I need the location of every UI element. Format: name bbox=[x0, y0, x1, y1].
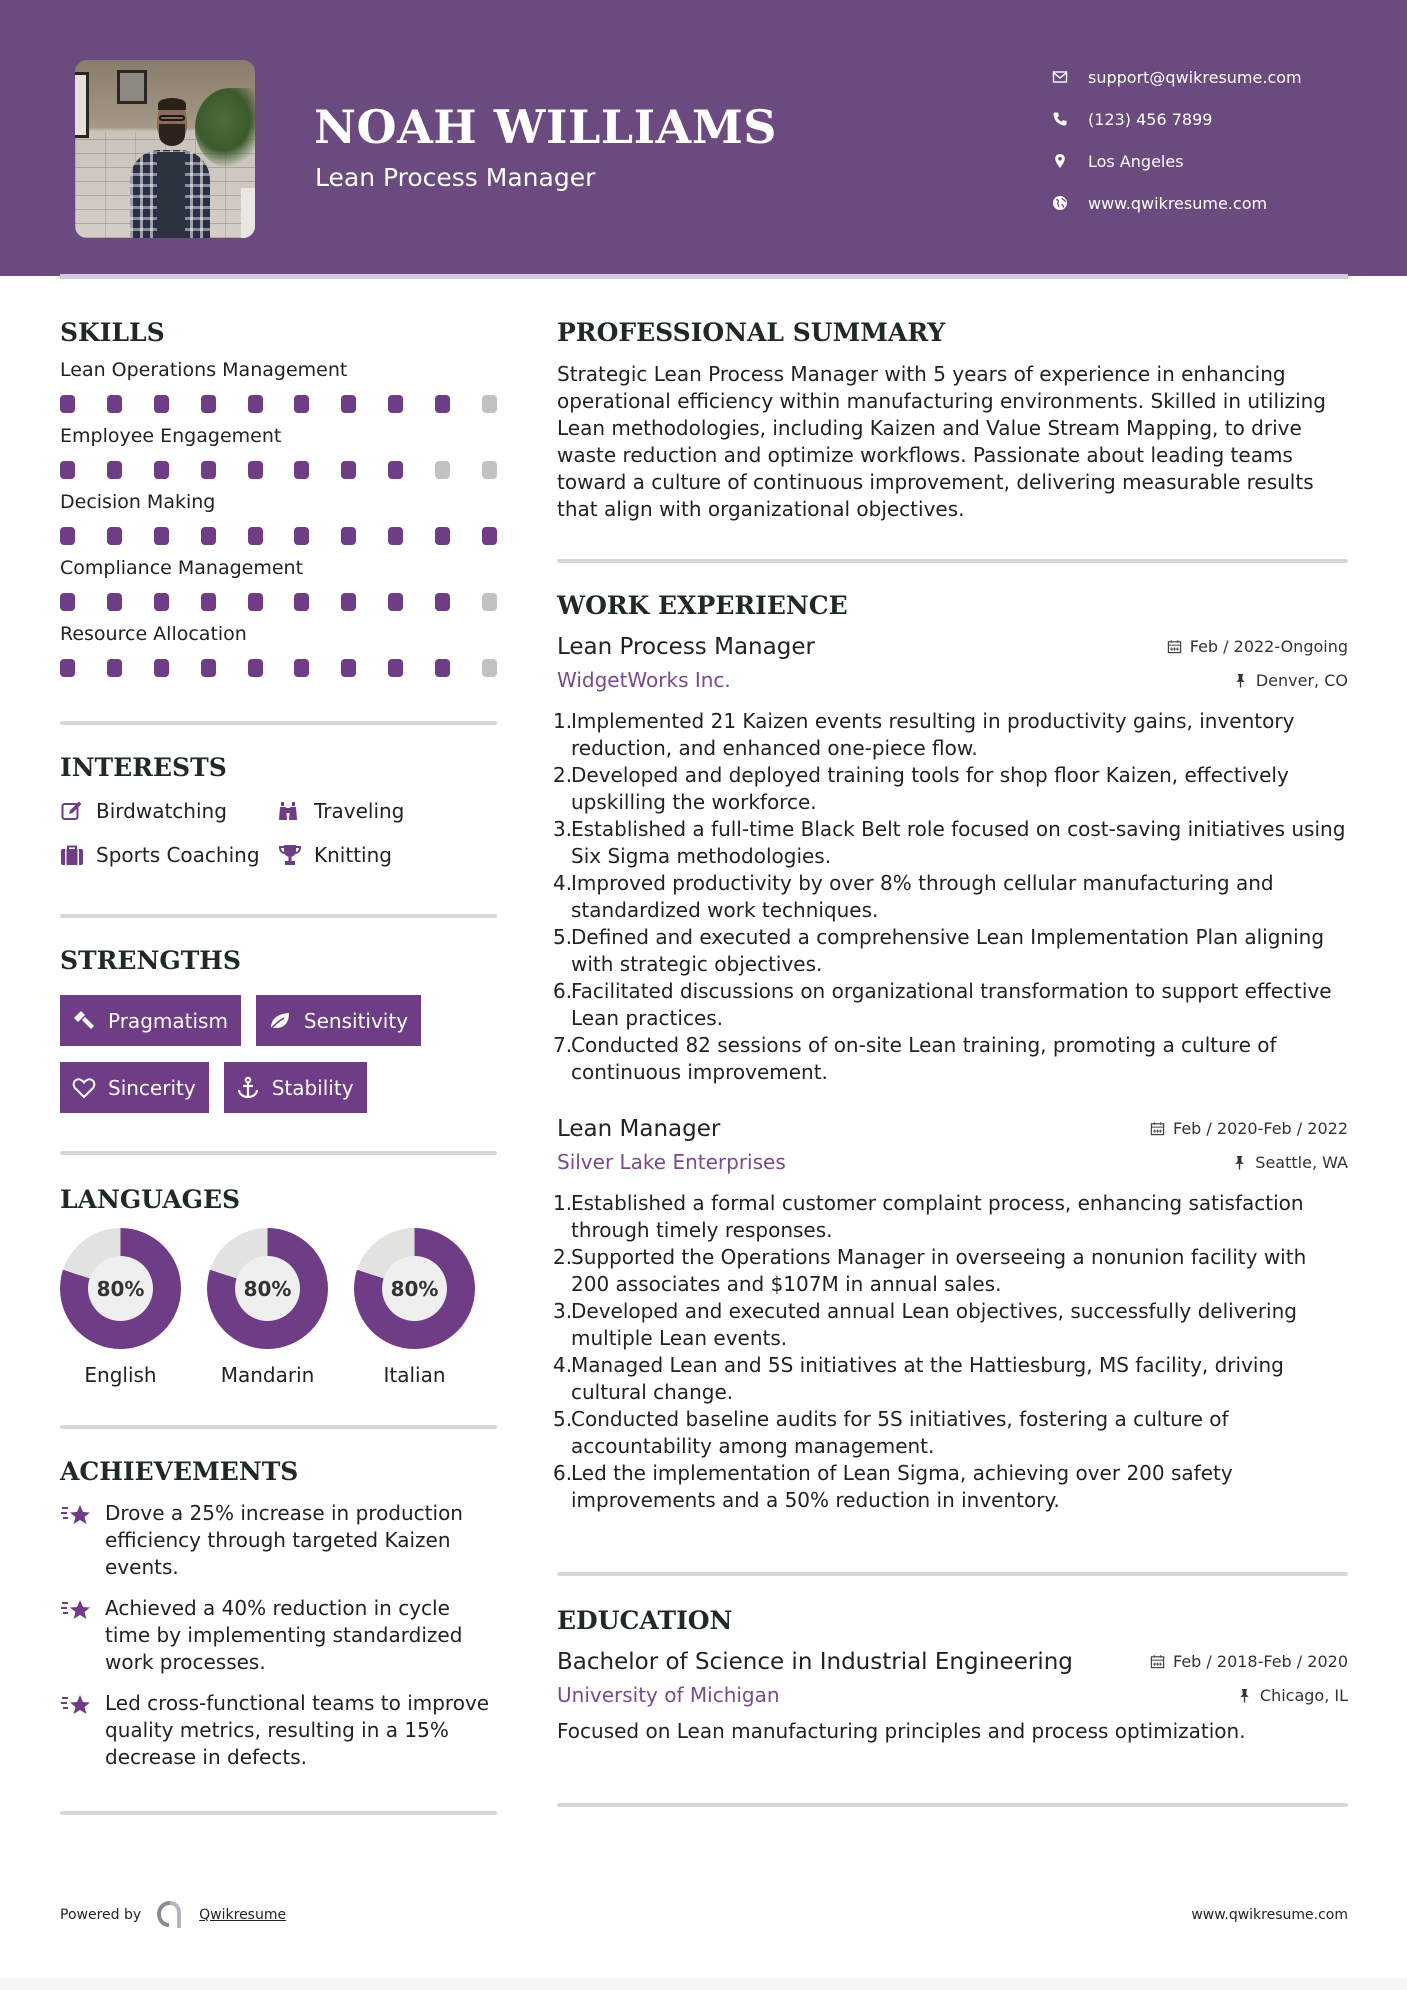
pushpin-icon bbox=[1232, 1155, 1247, 1170]
strength-chip bbox=[256, 995, 421, 1046]
education-section bbox=[557, 1606, 1348, 1743]
language-name: Mandarin bbox=[220, 1363, 315, 1387]
rating-dot-filled bbox=[482, 527, 497, 545]
summary-section bbox=[557, 318, 1348, 523]
job-bullet: 5. Conducted baseline audits for 5S initiatives, fostering a culture of accountability among management. bbox=[553, 1407, 1229, 1458]
pushpin-icon bbox=[1233, 673, 1248, 688]
rating-dot-filled bbox=[107, 659, 122, 677]
skills-section bbox=[60, 318, 497, 677]
skill-rating bbox=[60, 659, 497, 677]
job-bullet: 4. Improved productivity by over 8% through cellular manufacturing and standardized work techniques. bbox=[553, 871, 1274, 922]
job-location-text: Seattle, WA bbox=[1255, 1152, 1348, 1172]
contact-phone-text: (123) 456 7899 bbox=[1088, 109, 1213, 129]
skill-item bbox=[60, 423, 497, 479]
rating-dot-filled bbox=[201, 593, 216, 611]
section-divider bbox=[557, 559, 1348, 563]
globe-icon bbox=[1050, 195, 1088, 211]
job-title: Lean Manager bbox=[557, 1116, 721, 1142]
rating-dot-filled bbox=[60, 461, 75, 479]
anchor-icon bbox=[236, 1076, 272, 1100]
achievement-item bbox=[60, 1690, 497, 1771]
company-name: WidgetWorks Inc. bbox=[557, 668, 731, 692]
strength-chip bbox=[60, 1062, 209, 1113]
rating-dot-filled bbox=[294, 659, 309, 677]
contact-email-text: support@qwikresume.com bbox=[1088, 67, 1302, 87]
left-column bbox=[60, 318, 497, 1815]
section-divider bbox=[60, 914, 497, 918]
shooting-star-icon bbox=[60, 1690, 105, 1771]
leaf-icon bbox=[268, 1009, 304, 1033]
rating-dot-empty bbox=[482, 395, 497, 413]
strength-label: Pragmatism bbox=[108, 1008, 228, 1033]
education-location bbox=[1237, 1686, 1348, 1705]
interest-label: Knitting bbox=[314, 843, 392, 867]
pushpin-icon bbox=[1237, 1688, 1252, 1703]
qwikresume-logo-icon bbox=[155, 1900, 185, 1930]
language-item bbox=[354, 1228, 475, 1387]
rating-dot-empty bbox=[482, 593, 497, 611]
rating-dot-filled bbox=[294, 461, 309, 479]
language-percent: 80% bbox=[382, 1256, 447, 1321]
candidate-title: Lean Process Manager bbox=[315, 163, 596, 192]
rating-dot-filled bbox=[107, 461, 122, 479]
skill-name: Decision Making bbox=[60, 491, 216, 513]
skill-name: Employee Engagement bbox=[60, 425, 282, 447]
rating-dot-empty bbox=[482, 659, 497, 677]
language-name: Italian bbox=[383, 1363, 446, 1387]
shooting-star-icon bbox=[60, 1595, 105, 1676]
rating-dot-filled bbox=[388, 461, 403, 479]
achievements-section bbox=[60, 1457, 497, 1771]
languages-heading: LANGUAGES bbox=[60, 1185, 241, 1214]
job-bullet: 1. Implemented 21 Kaizen events resulting in productivity gains, inventory reduction, and enhanced one-piece flow. bbox=[553, 709, 1295, 760]
section-divider bbox=[60, 1151, 497, 1155]
job-bullet: 5. Defined and executed a comprehensive Lean Implementation Plan aligning with strategic objectives. bbox=[553, 925, 1325, 976]
rating-dot-filled bbox=[341, 461, 356, 479]
strengths-section bbox=[60, 946, 497, 1113]
rating-dot-filled bbox=[201, 461, 216, 479]
binoculars-icon bbox=[278, 799, 314, 823]
section-divider bbox=[60, 1425, 497, 1429]
rating-dot-filled bbox=[107, 527, 122, 545]
skill-rating bbox=[60, 593, 497, 611]
rating-dot-filled bbox=[388, 593, 403, 611]
heart-icon bbox=[72, 1076, 108, 1100]
rating-dot-filled bbox=[60, 527, 75, 545]
rating-dot-filled bbox=[294, 527, 309, 545]
job-date bbox=[1150, 1119, 1348, 1138]
interest-label: Sports Coaching bbox=[96, 843, 260, 867]
contact-location bbox=[1050, 140, 1302, 182]
job-bullet: 6. Led the implementation of Lean Sigma, achieving over 200 safety improvements and a 50% reduction in inventory. bbox=[553, 1461, 1233, 1512]
calendar-icon bbox=[1150, 1654, 1165, 1669]
languages-section bbox=[60, 1185, 497, 1387]
strength-chip bbox=[224, 1062, 367, 1113]
skills-heading: SKILLS bbox=[60, 318, 165, 347]
section-divider bbox=[60, 721, 497, 725]
rating-dot-filled bbox=[60, 659, 75, 677]
phone-icon bbox=[1050, 111, 1088, 127]
trophy-icon bbox=[278, 843, 314, 867]
strength-label: Sincerity bbox=[108, 1075, 196, 1100]
rating-dot-filled bbox=[107, 395, 122, 413]
achievement-item bbox=[60, 1500, 497, 1581]
footer bbox=[60, 1900, 1348, 1930]
interests-section bbox=[60, 753, 497, 870]
language-proficiency-ring bbox=[354, 1228, 475, 1349]
rating-dot-filled bbox=[60, 395, 75, 413]
language-proficiency-ring bbox=[207, 1228, 328, 1349]
interest-item bbox=[278, 796, 497, 826]
rating-dot-filled bbox=[201, 527, 216, 545]
rating-dot-filled bbox=[248, 461, 263, 479]
map-marker-icon bbox=[1050, 153, 1088, 169]
job-bullet: 1. Established a formal customer complaint process, enhancing satisfaction through timely responses. bbox=[553, 1191, 1304, 1242]
rating-dot-filled bbox=[248, 395, 263, 413]
language-percent: 80% bbox=[88, 1256, 153, 1321]
job-bullet: 4. Managed Lean and 5S initiatives at the Hattiesburg, MS facility, driving cultural change. bbox=[553, 1353, 1284, 1404]
rating-dot-filled bbox=[154, 659, 169, 677]
skill-rating bbox=[60, 461, 497, 479]
skill-item bbox=[60, 357, 497, 413]
rating-dot-filled bbox=[201, 659, 216, 677]
job-bullet: 3. Developed and executed annual Lean objectives, successfully delivering multiple Lean events. bbox=[553, 1299, 1297, 1350]
job-entry bbox=[553, 1116, 1348, 1514]
contact-website[interactable] bbox=[1050, 182, 1302, 224]
degree-title: Bachelor of Science in Industrial Engineering bbox=[557, 1649, 1073, 1675]
job-bullet: 7. Conducted 82 sessions of on-site Lean training, promoting a culture of continuous improvement. bbox=[553, 1033, 1277, 1084]
education-description: Focused on Lean manufacturing principles and process optimization. bbox=[557, 1719, 1246, 1743]
rating-dot-filled bbox=[341, 593, 356, 611]
header-divider bbox=[60, 274, 1348, 279]
strengths-heading: STRENGTHS bbox=[60, 946, 241, 975]
achievement-item bbox=[60, 1595, 497, 1676]
company-name: Silver Lake Enterprises bbox=[557, 1150, 786, 1174]
skill-rating bbox=[60, 395, 497, 413]
job-location bbox=[1232, 1153, 1348, 1172]
powered-by-label: Powered by bbox=[60, 1907, 142, 1923]
rating-dot-filled bbox=[435, 527, 450, 545]
page-bottom-edge bbox=[0, 1978, 1407, 1990]
shooting-star-icon bbox=[60, 1500, 105, 1581]
profile-photo bbox=[75, 60, 255, 238]
calendar-icon bbox=[1150, 1121, 1165, 1136]
rating-dot-filled bbox=[388, 527, 403, 545]
section-divider bbox=[60, 1811, 497, 1815]
candidate-name: NOAH WILLIAMS bbox=[314, 100, 777, 154]
rating-dot-filled bbox=[435, 395, 450, 413]
skill-item bbox=[60, 489, 497, 545]
strength-chip bbox=[60, 995, 241, 1046]
rating-dot-filled bbox=[248, 593, 263, 611]
rating-dot-filled bbox=[154, 593, 169, 611]
rating-dot-filled bbox=[341, 659, 356, 677]
job-bullet: 3. Established a full-time Black Belt role focused on cost-saving initiatives using Six Sigma methodologies. bbox=[553, 817, 1346, 868]
contact-website-text: www.qwikresume.com bbox=[1088, 193, 1268, 213]
skill-name: Compliance Management bbox=[60, 557, 304, 579]
rating-dot-filled bbox=[248, 659, 263, 677]
rating-dot-filled bbox=[201, 395, 216, 413]
rating-dot-filled bbox=[154, 461, 169, 479]
job-bullet: 2. Developed and deployed training tools for shop floor Kaizen, effectively upskilling the workforce. bbox=[553, 763, 1289, 814]
interest-item bbox=[60, 796, 278, 826]
interest-label: Traveling bbox=[314, 799, 405, 823]
interest-item bbox=[60, 840, 278, 870]
job-bullet: 2. Supported the Operations Manager in overseeing a nonunion facility with 200 associates and $107M in annual sales. bbox=[553, 1245, 1307, 1296]
rating-dot-filled bbox=[60, 593, 75, 611]
education-heading: EDUCATION bbox=[557, 1606, 733, 1635]
rating-dot-filled bbox=[388, 395, 403, 413]
edit-icon bbox=[60, 799, 96, 823]
language-proficiency-ring bbox=[60, 1228, 181, 1349]
school-name: University of Michigan bbox=[557, 1683, 780, 1707]
skill-item bbox=[60, 555, 497, 611]
job-location-text: Denver, CO bbox=[1255, 670, 1348, 690]
job-date bbox=[1167, 637, 1348, 656]
rating-dot-filled bbox=[154, 527, 169, 545]
gavel-icon bbox=[72, 1009, 108, 1033]
rating-dot-filled bbox=[435, 659, 450, 677]
job-title: Lean Process Manager bbox=[557, 634, 815, 660]
interest-label: Birdwatching bbox=[96, 799, 227, 823]
language-name: English bbox=[84, 1363, 157, 1387]
right-column bbox=[553, 318, 1348, 1807]
rating-dot-filled bbox=[248, 527, 263, 545]
education-date-text: Feb / 2018-Feb / 2020 bbox=[1173, 1652, 1348, 1671]
job-entry bbox=[553, 634, 1348, 1086]
rating-dot-filled bbox=[154, 395, 169, 413]
language-item bbox=[60, 1228, 181, 1387]
achievement-text: Achieved a 40% reduction in cycle time by implementing standardized work processes. bbox=[105, 1596, 463, 1674]
experience-section bbox=[553, 591, 1348, 1514]
job-bullet-list bbox=[553, 708, 1348, 1086]
job-bullet-list bbox=[553, 1190, 1348, 1514]
rating-dot-filled bbox=[341, 527, 356, 545]
section-divider bbox=[557, 1572, 1348, 1576]
skill-rating bbox=[60, 527, 497, 545]
summary-text: Strategic Lean Process Manager with 5 years of experience in enhancing operational efficiency within manufacturing environments. Skilled in utilizing Lean methodologies, including Kaizen and Value Stream Mapping, to drive waste reduction and optimize workflows. Passionate about leading teams toward a culture of continuous improvement, delivering measurable results that align with organizational objectives. bbox=[557, 362, 1327, 521]
rating-dot-filled bbox=[435, 593, 450, 611]
rating-dot-empty bbox=[482, 461, 497, 479]
education-location-text: Chicago, IL bbox=[1259, 1685, 1348, 1705]
suitcase-icon bbox=[60, 843, 96, 867]
rating-dot-filled bbox=[294, 593, 309, 611]
contact-list bbox=[1050, 56, 1302, 224]
contact-location-text: Los Angeles bbox=[1088, 151, 1184, 171]
envelope-icon bbox=[1050, 69, 1088, 85]
contact-email[interactable] bbox=[1050, 56, 1302, 98]
rating-dot-filled bbox=[341, 395, 356, 413]
rating-dot-filled bbox=[388, 659, 403, 677]
job-date-text: Feb / 2022-Ongoing bbox=[1189, 637, 1348, 656]
strength-label: Sensitivity bbox=[303, 1008, 409, 1033]
summary-heading: PROFESSIONAL SUMMARY bbox=[557, 318, 946, 347]
rating-dot-filled bbox=[294, 395, 309, 413]
education-date bbox=[1150, 1652, 1348, 1671]
achievement-text: Led cross-functional teams to improve quality metrics, resulting in a 15% decrease in defects. bbox=[105, 1691, 490, 1769]
skill-item bbox=[60, 621, 497, 677]
achievement-text: Drove a 25% increase in production efficiency through targeted Kaizen events. bbox=[105, 1501, 463, 1579]
interests-heading: INTERESTS bbox=[60, 753, 227, 782]
language-item bbox=[207, 1228, 328, 1387]
skill-name: Lean Operations Management bbox=[60, 359, 348, 381]
job-date-text: Feb / 2020-Feb / 2022 bbox=[1173, 1119, 1348, 1138]
language-percent: 80% bbox=[235, 1256, 300, 1321]
interest-item bbox=[278, 840, 497, 870]
job-location bbox=[1233, 671, 1348, 690]
footer-website-link[interactable]: www.qwikresume.com bbox=[1191, 1907, 1348, 1923]
calendar-icon bbox=[1167, 639, 1182, 654]
strength-label: Stability bbox=[271, 1075, 354, 1100]
job-bullet: 6. Facilitated discussions on organizational transformation to support effective Lean practices. bbox=[553, 979, 1332, 1030]
achievements-heading: ACHIEVEMENTS bbox=[60, 1457, 299, 1486]
rating-dot-empty bbox=[435, 461, 450, 479]
section-divider bbox=[557, 1803, 1348, 1807]
contact-phone[interactable] bbox=[1050, 98, 1302, 140]
skill-name: Resource Allocation bbox=[60, 623, 247, 645]
qwikresume-link[interactable]: Qwikresume bbox=[199, 1907, 287, 1923]
rating-dot-filled bbox=[107, 593, 122, 611]
experience-heading: WORK EXPERIENCE bbox=[557, 591, 848, 620]
